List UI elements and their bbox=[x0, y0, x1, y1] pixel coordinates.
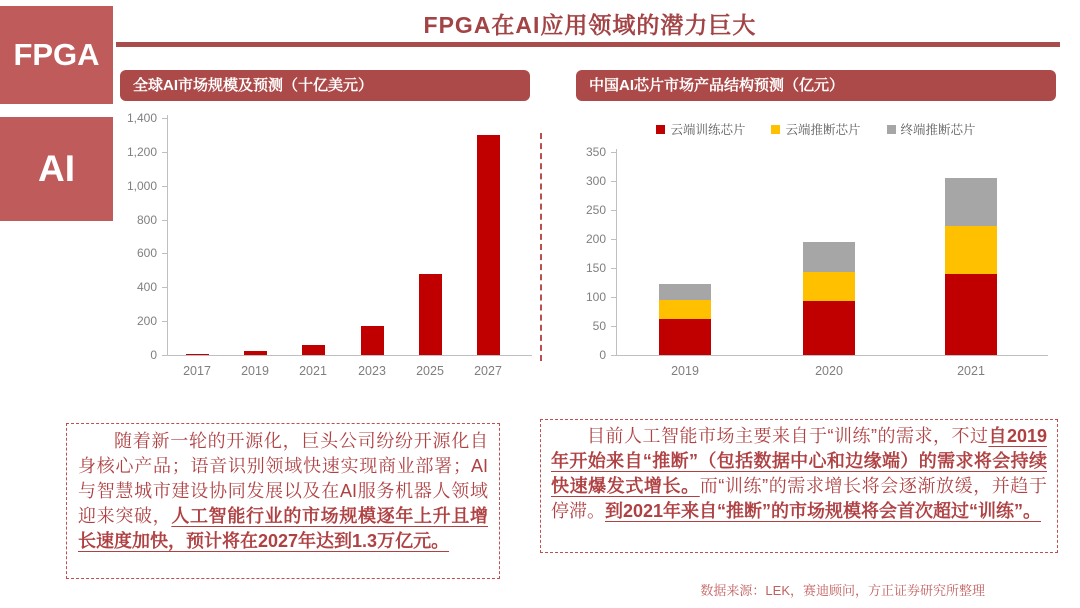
bar bbox=[419, 274, 442, 355]
bar-segment-终端推断芯片 bbox=[803, 242, 855, 272]
commentary-emphasis-run: 到2021年来自“推断”的市场规模将会首次超过“训练”。 bbox=[605, 501, 1042, 521]
legend-label: 终端推断芯片 bbox=[900, 123, 976, 137]
right-commentary-text bbox=[551, 424, 1047, 524]
y-tick-label: 400 bbox=[136, 280, 157, 295]
y-tick-mark bbox=[611, 152, 616, 153]
y-tick-mark bbox=[162, 220, 167, 221]
commentary-run: 而“训练”的需求增长将会逐渐放缓，并趋于停滞。 bbox=[551, 476, 1047, 521]
sidebar-badge-fpga bbox=[0, 6, 113, 104]
y-tick-mark bbox=[611, 297, 616, 298]
bar-segment-终端推断芯片 bbox=[659, 284, 711, 300]
legend-swatch-icon bbox=[656, 125, 665, 134]
y-axis-line bbox=[616, 149, 617, 356]
y-tick-label: 300 bbox=[585, 174, 606, 188]
commentary-emphasis-run: 自2019年开始来自“推断”（包括数据中心和边缘端）的需求将会持续快速爆发式增长。 bbox=[551, 426, 1047, 496]
y-tick-mark bbox=[611, 239, 616, 240]
legend-label: 云端训练芯片 bbox=[670, 123, 746, 137]
bar bbox=[302, 345, 325, 355]
bar bbox=[361, 326, 384, 355]
y-tick-label: 1,200 bbox=[126, 144, 157, 159]
bar-segment-云端训练芯片 bbox=[803, 301, 855, 355]
right-chart-header: 中国AI芯片市场产品结构预测（亿元） bbox=[576, 70, 1056, 101]
data-source-note: 数据来源：LEK，赛迪顾问，方正证券研究所整理 bbox=[700, 583, 985, 598]
y-tick-label: 800 bbox=[136, 212, 157, 227]
panel-divider-dashed bbox=[540, 133, 542, 361]
y-tick-label: 1,000 bbox=[126, 178, 157, 193]
y-tick-label: 50 bbox=[592, 319, 606, 333]
legend-swatch-icon bbox=[771, 125, 780, 134]
bar-segment-终端推断芯片 bbox=[945, 178, 997, 226]
bar-segment-云端训练芯片 bbox=[659, 319, 711, 355]
y-tick-label: 200 bbox=[136, 314, 157, 329]
bar bbox=[244, 351, 267, 355]
y-tick-mark bbox=[162, 355, 167, 356]
sidebar-badge-fpga-label: FPGA bbox=[13, 37, 100, 72]
bar-segment-云端推断芯片 bbox=[945, 226, 997, 274]
commentary-run: 目前人工智能市场主要来自于“训练”的需求，不过 bbox=[587, 426, 989, 446]
bar-segment-云端训练芯片 bbox=[945, 274, 997, 355]
y-tick-label: 200 bbox=[585, 232, 606, 246]
commentary-emphasis-run: 人工智能行业的市场规模逐年上升且增长速度加快，预计将在2027年达到1.3万亿元。 bbox=[78, 506, 489, 551]
sidebar-badge-ai bbox=[0, 117, 113, 221]
page-title: FPGA在AI应用领域的潜力巨大 bbox=[423, 12, 757, 38]
y-tick-mark bbox=[162, 253, 167, 254]
commentary-run: 随着新一轮的开源化，巨头公司纷纷开源化自身核心产品；语音识别领域快速实现商业部署；AI与智慧城市建设协同发展以及在AI服务机器人领域迎来突破， bbox=[78, 431, 488, 526]
y-tick-label: 0 bbox=[599, 348, 606, 362]
x-axis-line bbox=[616, 355, 1048, 356]
left-commentary-box bbox=[66, 423, 500, 579]
global-ai-market-bar-chart bbox=[120, 105, 540, 395]
y-tick-label: 1,400 bbox=[126, 111, 157, 125]
x-tick-label: 2025 bbox=[416, 364, 444, 378]
legend-label: 云端推断芯片 bbox=[785, 123, 861, 137]
x-tick-label: 2021 bbox=[957, 364, 985, 378]
title-underline-rule bbox=[116, 42, 1060, 47]
legend-swatch-icon bbox=[887, 125, 896, 134]
x-tick-label: 2023 bbox=[358, 364, 386, 378]
china-ai-chip-stacked-bar-chart bbox=[576, 112, 1056, 388]
y-tick-mark bbox=[611, 326, 616, 327]
x-axis-line bbox=[167, 355, 532, 356]
y-tick-mark bbox=[611, 181, 616, 182]
y-tick-label: 150 bbox=[585, 261, 606, 275]
y-tick-label: 600 bbox=[136, 246, 157, 261]
x-tick-label: 2017 bbox=[183, 364, 211, 378]
y-tick-mark bbox=[162, 152, 167, 153]
legend-item bbox=[887, 120, 976, 138]
y-tick-mark bbox=[162, 287, 167, 288]
x-tick-label: 2020 bbox=[815, 364, 843, 378]
x-tick-label: 2019 bbox=[671, 364, 699, 378]
y-tick-mark bbox=[162, 186, 167, 187]
legend-item bbox=[771, 120, 860, 138]
y-tick-label: 350 bbox=[585, 145, 606, 159]
x-tick-label: 2027 bbox=[474, 364, 502, 378]
left-chart-header: 全球AI市场规模及预测（十亿美元） bbox=[120, 70, 530, 101]
y-tick-label: 0 bbox=[150, 348, 157, 362]
chart-legend bbox=[576, 120, 1056, 138]
bar-segment-云端推断芯片 bbox=[803, 272, 855, 301]
y-tick-mark bbox=[611, 268, 616, 269]
y-tick-label: 100 bbox=[585, 290, 606, 304]
x-tick-label: 2019 bbox=[241, 364, 269, 378]
y-tick-mark bbox=[162, 321, 167, 322]
y-tick-mark bbox=[611, 355, 616, 356]
bar-segment-云端推断芯片 bbox=[659, 300, 711, 319]
legend-item bbox=[656, 120, 745, 138]
y-tick-mark bbox=[611, 210, 616, 211]
x-tick-label: 2021 bbox=[299, 364, 327, 378]
right-commentary-box bbox=[540, 419, 1058, 553]
bar bbox=[477, 135, 500, 355]
left-commentary-text bbox=[78, 429, 488, 554]
y-tick-mark bbox=[162, 118, 167, 119]
y-axis-line bbox=[167, 115, 168, 356]
y-tick-label: 250 bbox=[585, 203, 606, 217]
sidebar-badge-ai-label: AI bbox=[38, 148, 75, 189]
bar bbox=[186, 354, 209, 356]
